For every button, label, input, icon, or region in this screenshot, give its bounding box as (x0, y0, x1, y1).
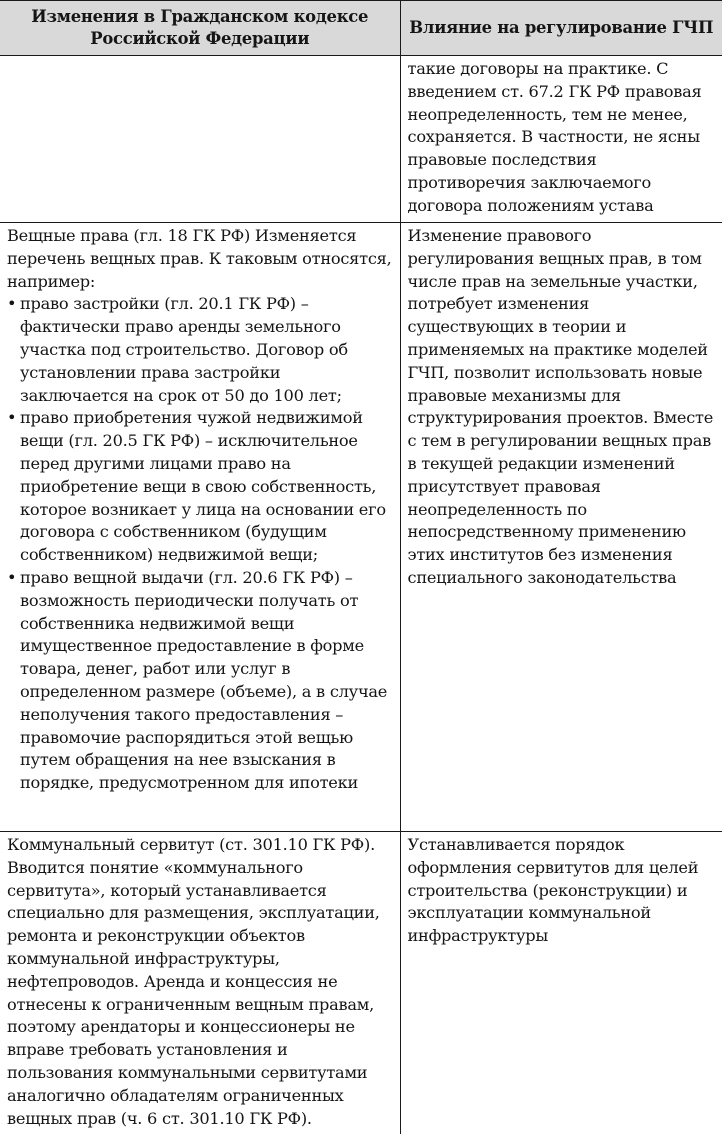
cell-text: Изменение правового регулирования вещных прав, в том числе прав на земельные участки, потребует изменения существующих в теории и применяемых на практике моделей ГЧП, позволит использовать новые правовые механизмы для структурирования проектов. Вместе с тем в регулировании вещных прав в текущей редакции изменений присутствует правовая неопределенность по непосредственному применению этих институтов без изменения специального законодательства (407, 226, 714, 587)
cell-change-continued (0, 56, 400, 223)
table-header (0, 1, 722, 56)
table-body (0, 56, 722, 1135)
table-row (0, 832, 722, 1135)
cell-text: такие договоры на практике. С введением ст. 67.2 ГК РФ правовая неопределенность, тем не менее, сохраняется. В частности, не ясны правовые последствия противоречия заключаемого договора положениям устава (407, 59, 702, 215)
header-row (0, 1, 722, 56)
table-row (0, 223, 722, 832)
property-rights-list (7, 293, 394, 795)
list-item: • право вещной выдачи (гл. 20.6 ГК РФ) – возможность периодически получать от собственника недвижимой вещи имущественное предоставление в форме товара, денег, работ или услуг в определенном размере (объеме), а в случае неполучения такого предоставления – правомочие распорядиться этой вещью путем обращения на нее взыскания в порядке, предусмотренном для ипотеки (7, 567, 394, 795)
cell-impact-property-rights (400, 223, 722, 832)
header-civil-code-changes: Изменения в Гражданском кодексе Российской Федерации (0, 1, 400, 56)
header-ppp-impact: Влияние на регулирование ГЧП (400, 1, 722, 56)
cell-text: Коммунальный сервитут (ст. 301.10 ГК РФ). Вводится понятие «коммунального сервитута», который устанавливается специально для размещения, эксплуатации, ремонта и реконструкции объектов коммунальной инфраструктуры, нефтепроводов. Аренда и концессия не отнесены к ограниченным вещным правам, поэтому арендаторы и концессионеры не вправе требовать установления и пользования коммунальными сервитутами аналогично обладателям ограниченных вещных прав (ч. 6 ст. 301.10 ГК РФ). (7, 835, 380, 1128)
cell-change-communal-servitude (0, 832, 400, 1135)
cell-change-property-rights (0, 223, 400, 832)
cell-text: Устанавливается порядок оформления сервитутов для целей строительства (реконструкции) и эксплуатации коммунальной инфраструктуры (407, 835, 699, 946)
table-row (0, 56, 722, 223)
cell-impact-continued (400, 56, 722, 223)
list-item: • право застройки (гл. 20.1 ГК РФ) – фактически право аренды земельного участка под строительство. Договор об установлении права застройки заключается на срок от 50 до 100 лет; (7, 293, 394, 407)
cell-impact-communal-servitude (400, 832, 722, 1135)
list-item: • право приобретения чужой недвижимой вещи (гл. 20.5 ГК РФ) – исключительное перед другими лицами право на приобретение вещи в свою собственность, которое возникает у лица на основании его договора с собственником (будущим собственником) недвижимой вещи; (7, 407, 394, 567)
cell-intro-text: Вещные права (гл. 18 ГК РФ) Изменяется перечень вещных прав. К таковым относятся, например: (7, 226, 392, 291)
